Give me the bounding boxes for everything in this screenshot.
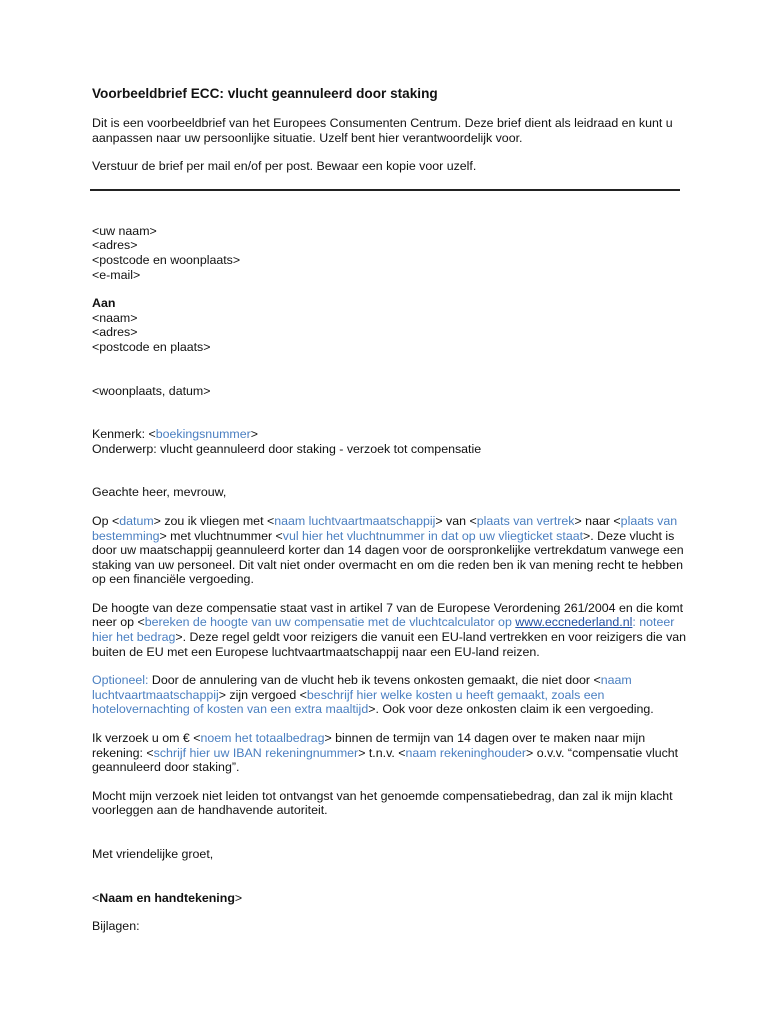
subject-line: Onderwerp: vlucht geannuleerd door staking - verzoek tot compensatie	[92, 441, 482, 456]
p2-hint-calculate: bereken de hoogte van uw compensatie met de vluchtcalculator op	[144, 615, 512, 630]
p3-text-1: Door de annulering van de vlucht heb ik tevens onkosten gemaakt, die niet door <	[148, 673, 601, 688]
p3-text-2: > zijn vergoed <	[218, 687, 307, 702]
paragraph-3	[92, 673, 692, 717]
sender-address: <adres>	[92, 238, 138, 253]
p1-text-4: > naar <	[574, 513, 621, 528]
recipient-name: <naam>	[92, 310, 138, 325]
reference-value: boekingsnummer	[155, 427, 251, 442]
p2-text-1: De hoogte van deze compensatie staat vast in artikel 7 van de Europese Verordening 261/2004 en die komt neer op <	[92, 600, 684, 630]
p1-hint-flightnumber: vul hier het vluchtnummer in dat op uw vliegticket staat	[282, 528, 584, 543]
p3-text-3: >. Ook voor deze onkosten claim ik een vergoeding.	[368, 702, 654, 717]
p3-optional-label: Optioneel:	[92, 673, 149, 688]
paragraph-2	[92, 601, 692, 659]
p2-text-2: >. Deze regel geldt voor reizigers die vanuit een EU-land vertrekken en voor reizigers die van buiten de EU met een Europese luchtvaartmaatschappij naar een EU-land reizen.	[92, 630, 687, 659]
recipient-postcode: <postcode en plaats>	[92, 339, 211, 354]
signature-open: <	[92, 890, 100, 905]
place-date: <woonplaats, datum>	[92, 383, 211, 398]
p4-hint-iban: schrijf hier uw IBAN rekeningnummer	[153, 745, 359, 760]
reference-label: Kenmerk: <	[92, 427, 156, 442]
p3-hint-costs: beschrijf hier welke kosten u heeft gemaakt, zoals een hotelovernachting of kosten van een extra maaltijd	[92, 687, 605, 717]
reference-close: >	[250, 427, 258, 442]
paragraph-4	[92, 731, 692, 775]
p4-text-2: > binnen de termijn van 14 dagen over te maken naar mijn rekening: <	[92, 731, 646, 760]
closing: Met vriendelijke groet,	[92, 847, 214, 861]
p1-text-1: Op <	[92, 513, 120, 528]
p1-text-2: > zou ik vliegen met <	[153, 513, 275, 528]
attachments-label: Bijlagen:	[92, 919, 140, 934]
signature-label: Naam en handtekening	[99, 890, 235, 905]
p1-hint-departure: plaats van vertrek	[476, 513, 575, 528]
p4-text-3: > t.n.v. <	[358, 745, 406, 760]
intro-text: Dit is een voorbeeldbrief van het Europees Consumenten Centrum. Deze brief dient als leidraad en kunt u aanpassen naar uw persoonlijke situatie. Uzelf bent hier verantwoordelijk voor.	[92, 116, 673, 145]
sender-name: <uw naam>	[92, 223, 157, 238]
page-title: Voorbeeldbrief ECC: vlucht geannuleerd door staking	[92, 86, 438, 101]
sender-email: <e-mail>	[92, 267, 141, 282]
sender-postcode: <postcode en woonplaats>	[92, 252, 241, 267]
p1-text-3: > van <	[435, 513, 477, 528]
letter-content	[92, 86, 692, 934]
signature-line	[92, 891, 692, 906]
p3-hint-airline: naam luchtvaartmaatschappij	[92, 673, 632, 702]
p4-hint-holder: naam rekeninghouder	[405, 745, 527, 760]
paragraph-1	[92, 514, 692, 587]
p4-hint-total: noem het totaalbedrag	[200, 731, 325, 746]
eccnederland-link[interactable]: www.eccnederland.nl	[515, 615, 633, 630]
recipient-label: Aan	[92, 296, 116, 311]
p1-text-6: >. Deze vlucht is door uw maatschappij geannuleerd korter dan 14 dagen voor de oorspronkelijke vertrekdatum vanwege een staking van uw personeel. Dit valt niet onder overmacht en om die reden ben ik van mening recht te hebben op een financiële vergoeding.	[92, 528, 684, 587]
salutation: Geachte heer, mevrouw,	[92, 485, 227, 500]
recipient-block	[92, 296, 692, 354]
signature-close: >	[234, 890, 243, 905]
p1-hint-destination: plaats van bestemming	[92, 513, 678, 543]
paragraph-5: Mocht mijn verzoek niet leiden tot ontvangst van het genoemde compensatiebedrag, dan zal ik mijn klacht voorleggen aan de handhavende autoriteit.	[92, 788, 673, 818]
p1-hint-airline: naam luchtvaartmaatschappij	[274, 513, 436, 528]
sender-block	[92, 224, 692, 282]
reference-line	[92, 427, 692, 442]
instruction-text: Verstuur de brief per mail en/of per post. Bewaar een kopie voor uzelf.	[92, 159, 477, 174]
p1-text-5: > met vluchtnummer <	[159, 528, 283, 543]
divider	[90, 189, 680, 191]
p4-text-1: Ik verzoek u om € <	[92, 731, 201, 746]
recipient-address: <adres>	[92, 325, 138, 340]
p2-hint-amount: : noteer hier het bedrag	[92, 615, 675, 645]
p1-hint-date: datum	[119, 513, 154, 528]
p4-text-4: > o.v.v. “compensatie vlucht geannuleerd door staking”.	[92, 745, 679, 775]
